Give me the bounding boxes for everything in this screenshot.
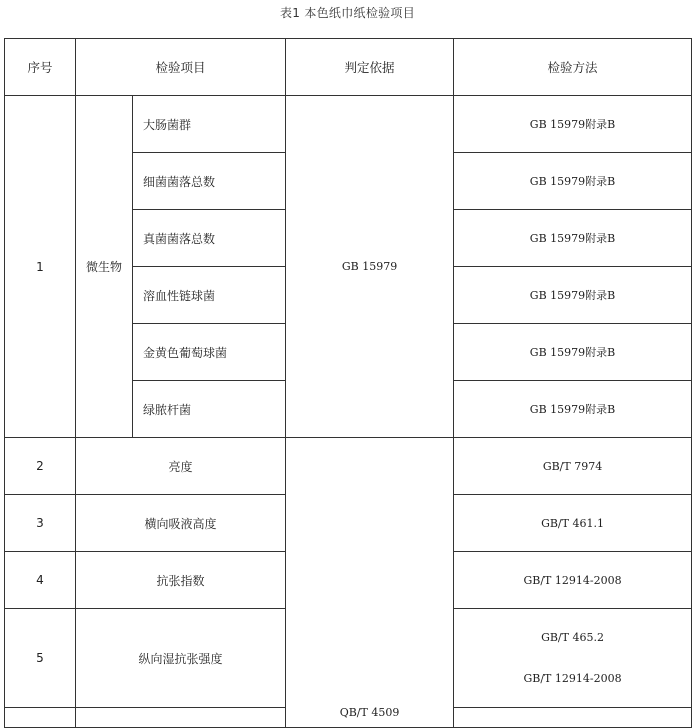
- item-name: 亮度: [76, 438, 286, 495]
- item-name: 绿脓杆菌: [133, 381, 286, 438]
- row-no: 1: [5, 96, 76, 438]
- item-name: 真菌菌落总数: [133, 210, 286, 267]
- method-line: GB/T 465.2: [541, 631, 604, 644]
- inspection-table: [4, 38, 692, 728]
- item-name: 金黄色葡萄球菌: [133, 324, 286, 381]
- header-item: 检验项目: [76, 39, 286, 96]
- basis-cell: GB 15979: [286, 96, 454, 438]
- method-cell: GB 15979附录B: [454, 381, 692, 438]
- method-cell: GB/T 7974: [454, 438, 692, 495]
- item-name: 大肠菌群: [133, 96, 286, 153]
- item-name: 细菌菌落总数: [133, 153, 286, 210]
- table-row: [5, 438, 692, 495]
- item-name: 纵向湿抗张强度: [76, 609, 286, 708]
- method-cell: GB 15979附录B: [454, 153, 692, 210]
- row-no: 4: [5, 552, 76, 609]
- header-no: 序号: [5, 39, 76, 96]
- method-cell: GB/T 12914-2008: [454, 552, 692, 609]
- header-basis: 判定依据: [286, 39, 454, 96]
- method-cell: GB 15979附录B: [454, 96, 692, 153]
- method-cell: GB 15979附录B: [454, 210, 692, 267]
- row-no: 3: [5, 495, 76, 552]
- item-name: 溶血性链球菌: [133, 267, 286, 324]
- table-caption: 表1 本色纸巾纸检验项目: [279, 6, 416, 20]
- method-line: GB/T 12914-2008: [523, 672, 622, 685]
- basis-cell: [286, 438, 454, 728]
- method-cell: GB/T 461.1: [454, 495, 692, 552]
- basis-text: QB/T 4509: [339, 706, 400, 719]
- row-no: 5: [5, 609, 76, 708]
- table-row: [5, 96, 692, 153]
- item-name: 抗张指数: [76, 552, 286, 609]
- method-cell: [454, 609, 692, 708]
- item-name: 横向吸液高度: [76, 495, 286, 552]
- row-no: 2: [5, 438, 76, 495]
- header-row: [5, 39, 692, 96]
- method-cell: GB 15979附录B: [454, 267, 692, 324]
- header-method: 检验方法: [454, 39, 692, 96]
- method-cell: GB 15979附录B: [454, 324, 692, 381]
- group-label: 微生物: [76, 96, 133, 438]
